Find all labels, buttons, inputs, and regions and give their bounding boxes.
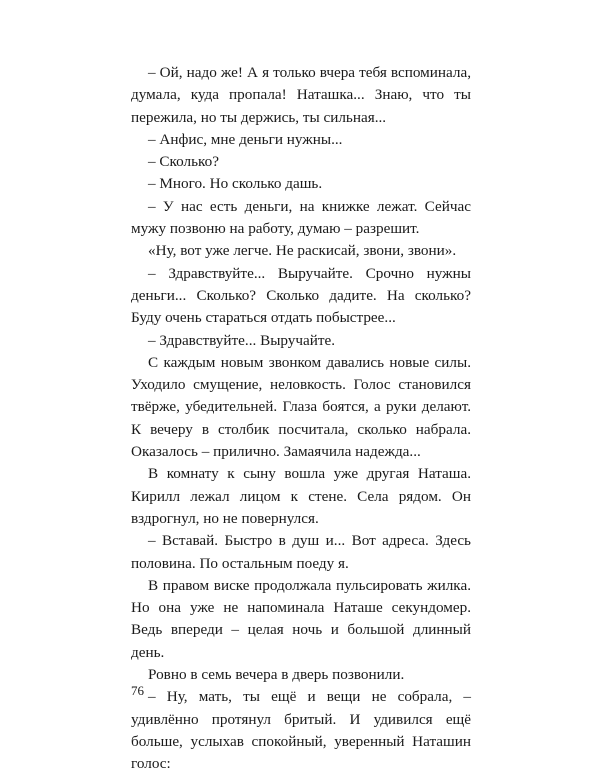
paragraph: С каждым новым звонком давались новые силы. Уходило смущение, неловкость. Голос становился твёрже, убедительней. Глаза боятся, а руки делают. К вечеру в столбик посчитала, сколько набрала. Оказалось – прилично. Замаячила надежда...: [131, 353, 471, 461]
paragraph: – Ой, надо же! А я только вчера тебя вспоминала, думала, куда пропала! Наташка... Знаю, что ты пережила, но ты держись, ты сильная...: [131, 64, 471, 126]
paragraph: – Ну, мать, ты ещё и вещи не собрала, – удивлённо протянул бритый. И удивился ещё больше, услыхав спокойный, уверенный Наташин голос:: [131, 688, 471, 773]
paragraph: – У нас есть деньги, на книжке лежат. Сейчас мужу позвоню на работу, думаю – разрешит.: [131, 197, 471, 238]
paragraph: – Здравствуйте... Выручайте. Срочно нужны деньги... Сколько? Сколько дадите. На сколько? Буду очень стараться отдать побыстрее...: [131, 264, 471, 327]
paragraph: – Вставай. Быстро в душ и... Вот адреса. Здесь половина. По остальным поеду я.: [131, 532, 471, 572]
paragraph: В правом виске продолжала пульсировать жилка. Но она уже не напоминала Наташе секундомер. Ведь впереди – целая ночь и большой длинный день.: [131, 576, 471, 661]
paragraph: – Анфис, мне деньги нужны...: [148, 130, 343, 148]
paragraph: – Много. Но сколько дашь.: [148, 175, 323, 193]
paragraph: – Сколько?: [148, 153, 219, 171]
page-number: 76: [131, 683, 144, 698]
paragraph: Ровно в семь вечера в дверь позвонили.: [148, 666, 405, 684]
paragraph: «Ну, вот уже легче. Не раскисай, звони, звони».: [148, 242, 457, 260]
body-text: [131, 62, 471, 776]
paragraph: – Здравствуйте... Выручайте.: [148, 331, 336, 349]
paragraph: В комнату к сыну вошла уже другая Наташа. Кирилл лежал лицом к стене. Села рядом. Он вздрогнул, но не повернулся.: [131, 465, 471, 527]
